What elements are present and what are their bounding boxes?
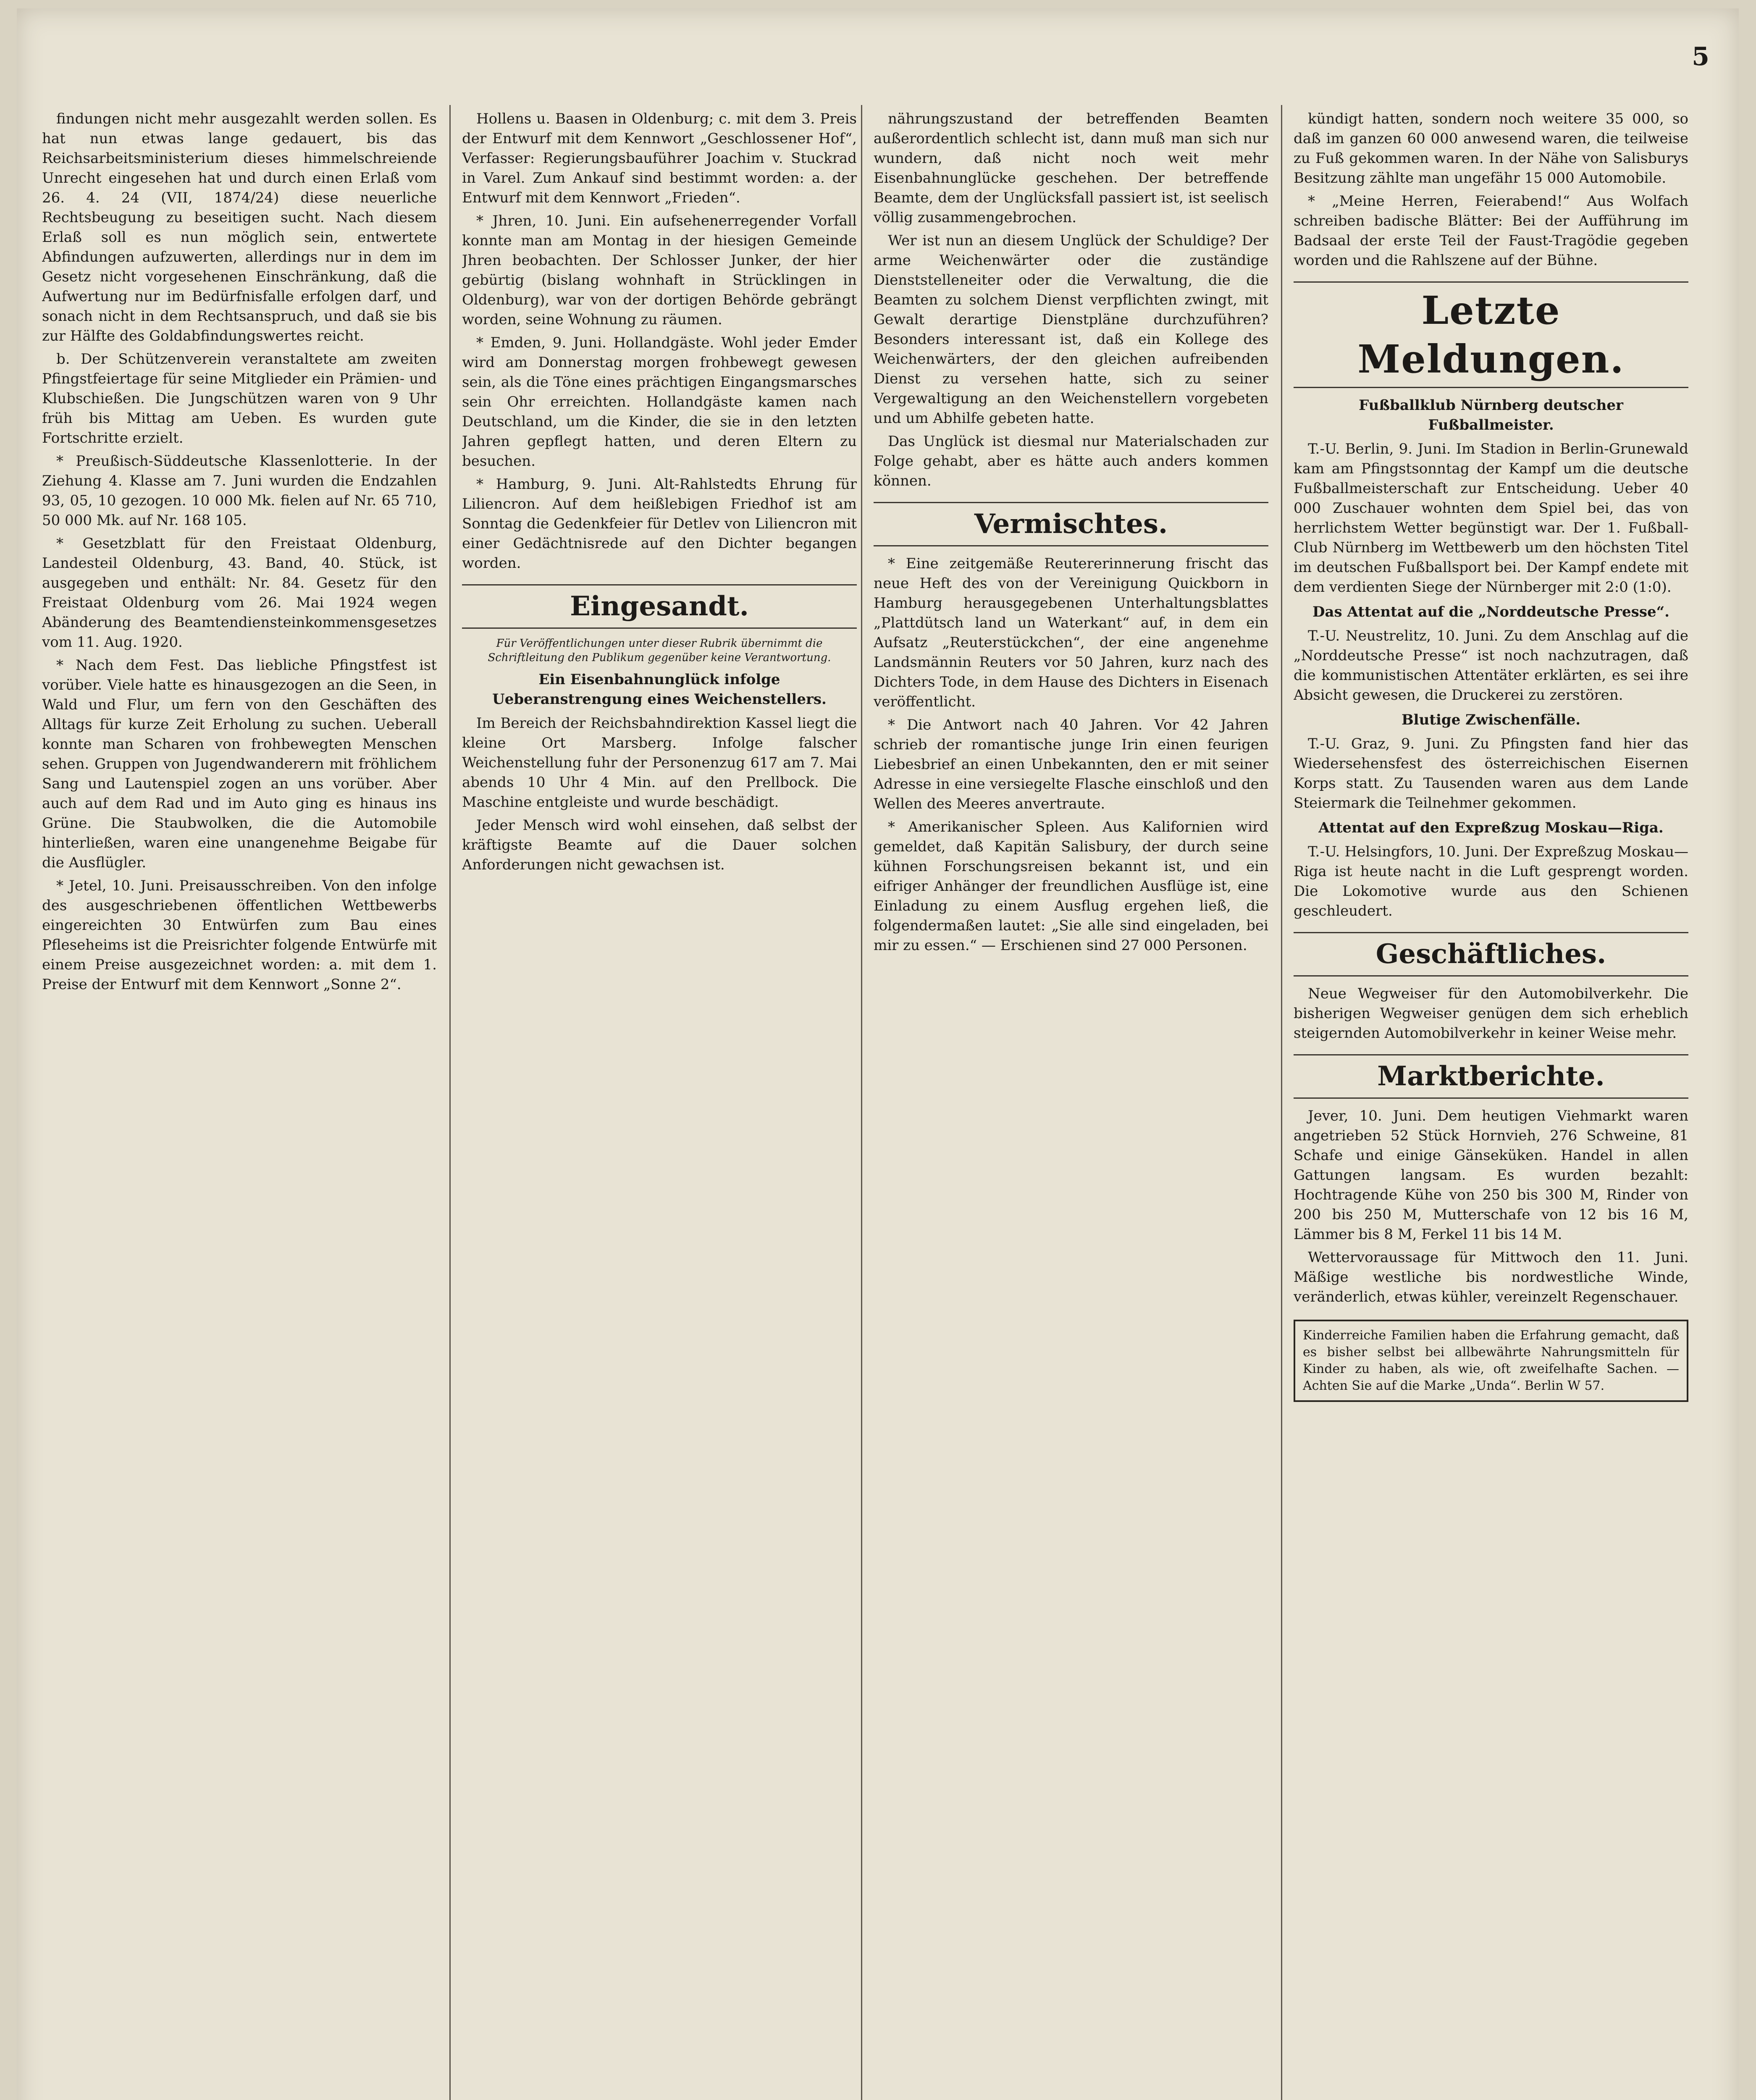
article-headline: Attentat auf den Expreßzug Moskau—Riga. xyxy=(1318,819,1664,836)
article-paragraph: Jeder Mensch wird wohl einsehen, daß selbst der kräftigste Beamte auf die Dauer solchen Anforderungen nicht gewachsen ist. xyxy=(462,817,857,873)
article-headline: Ein Eisenbahnunglück infolge Ueberanstrengung eines Weichenstellers. xyxy=(492,671,827,708)
section-heading: Vermischtes. xyxy=(874,502,1268,546)
article-paragraph: * Die Antwort nach 40 Jahren. Vor 42 Jahren schrieb der romantische junge Irin einen feurigen Liebesbrief an einen Unbekannten, den er mit seiner Adresse in eine versiegelte Flasche einschloß und den Wellen des Meeres anvertraute. xyxy=(874,717,1268,812)
article-paragraph: * Gesetzblatt für den Freistaat Oldenburg, Landesteil Oldenburg, 43. Band, 40. Stück, ist ausgegeben und enthält: Nr. 84. Gesetz für den Freistaat Oldenburg vom 26. Mai 1924 wegen Abänderung des Beamtendiensteinkommensgesetzes vom 11. Aug. 1920. xyxy=(42,535,437,651)
article-paragraph: * Emden, 9. Juni. Hollandgäste. Wohl jeder Emder wird am Donnerstag morgen frohbewegt gewesen sein, als die Töne eines prächtigen Eingangsmarsches sein Ohr erreichten. Hollandgäste kamen nach Deutschland, um die Kinder, die sie in den letzten Jahren gepflegt hatten, und deren Eltern zu besuchen. xyxy=(462,334,857,470)
article-paragraph: T.-U. Neustrelitz, 10. Juni. Zu dem Anschlag auf die „Norddeutsche Presse“ ist noch nachzutragen, daß die kommunistischen Attentäter erklärten, es sei ihre Absicht gewesen, die Druckerei zu zerstören. xyxy=(1294,627,1688,704)
article-headline: Fußballklub Nürnberg deutscher Fußballmeister. xyxy=(1359,397,1623,433)
article-paragraph: * „Meine Herren, Feierabend!“ Aus Wolfach schreiben badische Blätter: Bei der Aufführung im Badsaal der erste Teil der Faust-Tragödie gegeben worden und die Rahlszene auf der Bühne. xyxy=(1294,193,1688,269)
article-paragraph: * Hamburg, 9. Juni. Alt-Rahlstedts Ehrung für Liliencron. Auf dem heißlebigen Friedhof ist am Sonntag die Gedenkfeier für Detlev von Liliencron mit einer Gedächtnisrede auf den Dichter begangen worden. xyxy=(462,476,857,572)
article-paragraph: T.-U. Graz, 9. Juni. Zu Pfingsten fand hier das Wiedersehensfest des österreichischen Eisernen Korps statt. Zu Tausenden waren aus dem Lande Steiermark die Teilnehmer gekommen. xyxy=(1294,735,1688,811)
article-paragraph: nährungszustand der betreffenden Beamten außerordentlich schlecht ist, dann muß man sich nur wundern, daß nicht noch weit mehr Eisenbahnunglücke geschehen. Der betreffende Beamte, dem der Unglücksfall passiert ist, ist seelisch völlig zusammengebrochen. xyxy=(874,110,1268,226)
article-paragraph: b. Der Schützenverein veranstaltete am zweiten Pfingstfeiertage für seine Mitglieder ein Prämien- und Klubschießen. Die Jungschützen waren von 9 Uhr früh bis Mittag am Ueben. Es wurden gute Fortschritte erzielt. xyxy=(42,351,437,446)
article-paragraph: Wettervoraussage für Mittwoch den 11. Juni. Mäßige westliche bis nordwestliche Winde, veränderlich, etwas kühler, vereinzelt Regenschauer. xyxy=(1294,1249,1688,1305)
article-paragraph: * Preußisch-Süddeutsche Klassenlotterie. In der Ziehung 4. Klasse am 7. Juni wurden die Endzahlen 93, 05, 10 gezogen. 10 000 Mk. fielen auf Nr. 65 710, 50 000 Mk. auf Nr. 168 105. xyxy=(42,453,437,529)
section-heading: Marktberichte. xyxy=(1294,1054,1688,1099)
column-2 xyxy=(462,109,857,2100)
article-paragraph: Das Unglück ist diesmal nur Materialschaden zur Folge gehabt, aber es hätte auch anders kommen können. xyxy=(874,433,1268,489)
section-note: Für Veröffentlichungen unter dieser Rubrik übernimmt die Schriftleitung den Publikum gegenüber keine Verantwortung. xyxy=(488,637,831,664)
section-heading: Geschäftliches. xyxy=(1294,932,1688,976)
article-paragraph: Jever, 10. Juni. Dem heutigen Viehmarkt waren angetrieben 52 Stück Hornvieh, 276 Schweine, 81 Schafe und einige Gänseküken. Handel in allen Gattungen langsam. Es wurden bezahlt: Hochtragende Kühe von 250 bis 300 M, Rinder von 200 bis 250 M, Mutterschafe von 12 bis 16 M, Lämmer bis 8 M, Ferkel 11 bis 14 M. xyxy=(1294,1108,1688,1243)
column-rule xyxy=(1281,105,1282,2100)
article-paragraph: Im Bereich der Reichsbahndirektion Kassel liegt die kleine Ort Marsberg. Infolge falscher Weichenstellung fuhr der Personenzug 617 am 7. Mai abends 10 Uhr 4 Min. auf den Prellbock. Die Maschine entgleiste und wurde beschädigt. xyxy=(462,715,857,811)
article-paragraph: T.-U. Berlin, 9. Juni. Im Stadion in Berlin-Grunewald kam am Pfingstsonntag der Kampf um die deutsche Fußballmeisterschaft zur Entscheidung. Ueber 40 000 Zuschauer wohnten dem Spiel bei, das von herrlichstem Wetter begünstigt war. Der 1. Fußball-Club Nürnberg im Wettbewerb um den höchsten Titel im deutschen Fußballsport bei. Der Kampf endete mit dem verdienten Siege der Nürnberger mit 2:0 (1:0). xyxy=(1294,441,1688,596)
article-paragraph: * Jetel, 10. Juni. Preisausschreiben. Von den infolge des ausgeschriebenen öffentlichen Wettbewerbs eingereichten 30 Entwürfen zum Bau eines Pfleseheims ist die Preisrichter folgende Entwürfe mit einem Preise ausgezeichnet worden: a. mit dem 1. Preise der Entwurf mit dem Kennwort „Sonne 2“. xyxy=(42,877,437,993)
article-paragraph: T.-U. Helsingfors, 10. Juni. Der Expreßzug Moskau—Riga ist heute nacht in die Luft gesprengt worden. Die Lokomotive wurde aus den Schienen geschleudert. xyxy=(1294,843,1688,919)
page-number: 5 xyxy=(1692,42,1709,71)
column-rule xyxy=(449,105,451,2100)
article-paragraph: Hollens u. Baasen in Oldenburg; c. mit dem 3. Preis der Entwurf mit dem Kennwort „Geschlossener Hof“, Verfasser: Regierungsbauführer Joachim v. Stuckrad in Varel. Zum Ankauf sind bestimmt worden: a. der Entwurf mit dem Kennwort „Frieden“. xyxy=(462,110,857,206)
column-3 xyxy=(874,109,1268,2100)
article-paragraph: kündigt hatten, sondern noch weitere 35 000, so daß im ganzen 60 000 anwesend waren, die teilweise zu Fuß gekommen waren. In der Nähe von Salisburys Besitzung zählte man ungefähr 15 000 Automobile. xyxy=(1294,110,1688,186)
article-paragraph: Neue Wegweiser für den Automobilverkehr. Die bisherigen Wegweiser genügen dem sich erheblich steigernden Automobilverkehr in keiner Weise mehr. xyxy=(1294,985,1688,1042)
column-rule xyxy=(861,105,862,2100)
article-headline: Das Attentat auf die „Norddeutsche Presse“. xyxy=(1312,604,1669,620)
newspaper-page xyxy=(17,8,1739,2100)
section-heading: Eingesandt. xyxy=(462,584,857,629)
advertisement: Kinderreiche Familien haben die Erfahrung gemacht, daß es bisher selbst bei allbewährte Nahrungsmitteln für Kinder zu haben, als wie, oft zweifelhafte Sachen. — Achten Sie auf die Marke „Unda“. Berlin W 57. xyxy=(1294,1320,1688,1402)
article-paragraph: * Jhren, 10. Juni. Ein aufsehenerregender Vorfall konnte man am Montag in der hiesigen Gemeinde Jhren beobachten. Der Schlosser Junker, der hier gebürtig (bislang wohnhaft in Strücklingen in Oldenburg), war von der dortigen Behörde gebrängt worden, seine Wohnung zu räumen. xyxy=(462,213,857,328)
article-paragraph: findungen nicht mehr ausgezahlt werden sollen. Es hat nun etwas lange gedauert, bis das Reichsarbeitsministerium dieses himmelschreiende Unrecht eingesehen hat und durch einen Erlaß vom 26. 4. 24 (VII, 1874/24) diese neuerliche Rechtsbeugung zu beseitigen sucht. Nach diesem Erlaß soll es nun möglich sein, entwertete Abfindungen aufzuwerten, allerdings nur in dem im Gesetz nicht vorgesehenen Einschränkung, daß die Aufwertung nur im Bedürfnisfalle erfolgen darf, und sonach nicht in dem Rechtsanspruch, und daß sie bis zur Hälfte des Goldabfindungswertes reicht. xyxy=(42,110,437,344)
article-paragraph: * Eine zeitgemäße Reutererinnerung frischt das neue Heft des von der Vereinigung Quickborn in Hamburg herausgegebenen Unterhaltungsblattes „Plattdütsch land un Waterkant“ auf, in dem ein Aufsatz „Reuterstückchen“, der eine angenehme Landsmännin Reuters vor 50 Jahren, kurz nach des Dichters Tode, in dem Hause des Dichters in Eisenach veröffentlicht. xyxy=(874,555,1268,710)
section-heading: Letzte Meldungen. xyxy=(1294,281,1688,388)
article-paragraph: * Nach dem Fest. Das liebliche Pfingstfest ist vorüber. Viele hatte es hinausgezogen an die Seen, in Wald und Flur, um fern von den Geschäften des Alltags für kurze Zeit Erholung zu suchen. Ueberall konnte man Scharen von frohbewegten Menschen sehen. Gruppen von Jugendwanderern mit fröhlichem Sang und Lautenspiel zogen an uns vorüber. Aber auch auf dem Rad und im Auto ging es hinaus ins Grüne. Die Staubwolken, die die Automobile hinterließen, waren eine unangenehme Beigabe für die Ausflügler. xyxy=(42,657,437,871)
column-1 xyxy=(42,109,437,2100)
column-4 xyxy=(1294,109,1688,2100)
article-paragraph: * Amerikanischer Spleen. Aus Kalifornien wird gemeldet, daß Kapitän Salisbury, der durch seine kühnen Forschungsreisen bekannt ist, und ein eifriger Anhänger der freundlichen Ausflüge ist, eine Einladung zu einem Ausflug ergehen ließ, die folgendermaßen lautet: „Sie alle sind eingeladen, bei mir zu essen.“ — Erschienen sind 27 000 Personen. xyxy=(874,819,1268,954)
article-paragraph: Wer ist nun an diesem Unglück der Schuldige? Der arme Weichenwärter oder die zuständige Dienststelleneiter oder die Verwaltung, die die Beamten zu solchem Dienst verpflichten zwingt, mit Gewalt derartige Dienstpläne durchzuführen? Besonders interessant ist, daß ein Kollege des Weichenwärters, der den gleichen aufreibenden Dienst zu versehen hatte, sich zu seiner Vergewaltigung an den Weichenstellern vorgebeten und um Abhilfe gebeten hatte. xyxy=(874,232,1268,427)
article-headline: Blutige Zwischenfälle. xyxy=(1401,711,1581,728)
